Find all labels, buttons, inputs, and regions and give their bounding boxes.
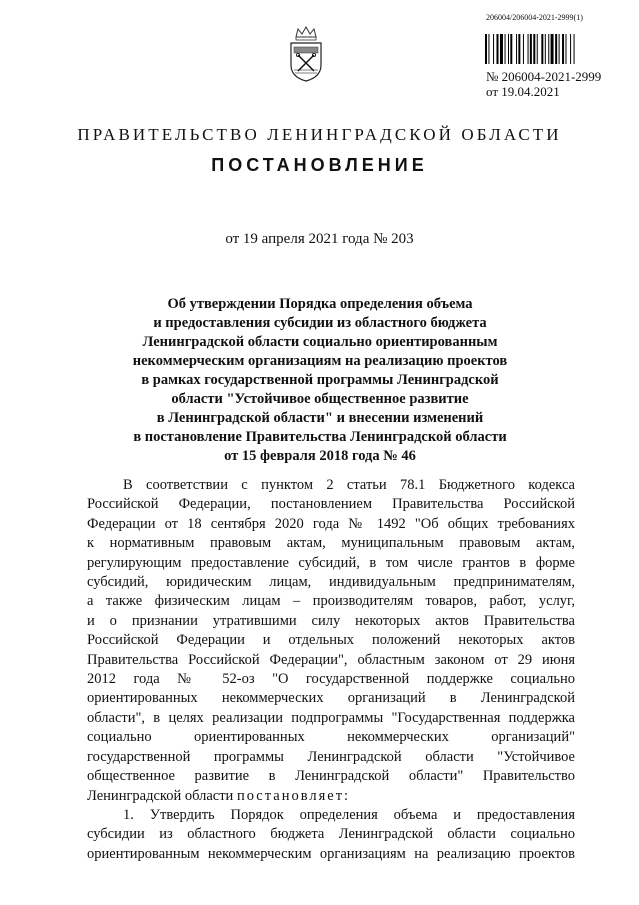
body-line: Федерации от 18 сентября 2020 года № 1492 "Об общих требованиях [87,515,575,532]
coat-of-arms-icon [288,25,324,83]
subject-line: Ленинградской области социально ориентированным [142,334,498,350]
document-id: 206004/206004-2021-2999(1) [486,13,583,22]
subject-line: некоммерческим организациям на реализацию проектов [132,353,508,369]
subject-line: в Ленинградской области" и внесении изменений [156,410,484,426]
body-line: 1. Утвердить Порядок определения объема и предоставления [123,806,575,823]
subject-line: в рамках государственной программы Ленинградской [141,372,499,388]
body-line-final [87,787,575,806]
body-line: субсидии из областного бюджета Ленинградской области социально [87,826,575,843]
body-line: Российской Федерации, постановлением Правительства Российской [87,496,575,513]
body-line: Правительства Российской Федерации", областным законом от 29 июня [87,651,575,668]
body-line: ориентированным некоммерческим организациям на реализацию проектов [87,845,575,862]
body-line: области", в целях реализации подпрограммы "Государственная поддержка [87,709,575,726]
subject-line: области "Устойчивое общественное развитие [171,391,469,407]
body-line-prefix: Ленинградской области [87,787,237,804]
body-line: государственной программы Ленинградской области "Устойчивое [87,748,575,765]
body-line: регулирующим предоставление субсидий, в том числе грантов в форме [87,554,575,571]
body-line: субсидий, юридическим лицам, индивидуальным предпринимателям, [87,574,575,591]
resolution-verb: постановляет: [236,787,351,804]
registration-number: № 206004-2021-2999 [486,69,602,84]
body-line: В соответствии с пунктом 2 статьи 78.1 Бюджетного кодекса [123,477,575,493]
subject-line: Об утверждении Порядка определения объема [167,296,473,312]
subject-line: от 15 февраля 2018 года № 46 [224,448,416,464]
body-line: и о признании утратившими силу некоторых актов Правительства [87,612,575,629]
document-type: ПОСТАНОВЛЕНИЕ [211,155,428,175]
body-line: 2012 года № 52-оз "О государственной поддержке социально [87,671,575,688]
body-line: Российской Федерации и отдельных положений некоторых актов [87,632,575,649]
document-date-number: от 19 апреля 2021 года № 203 [225,231,414,247]
body-line: к нормативным правовым актам, муниципальным правовым актам, [87,535,575,552]
body-line: а также физическим лицам – производителям товаров, работ, услуг, [87,593,575,610]
document-body [87,476,575,864]
government-title: ПРАВИТЕЛЬСТВО ЛЕНИНГРАДСКОЙ ОБЛАСТИ [77,125,562,144]
body-line: социально ориентированных некоммерческих организаций" [87,729,575,746]
body-line: общественное развитие в Ленинградской области" Правительство [87,768,575,785]
subject-line: и предоставления субсидии из областного бюджета [153,315,487,331]
document-subject [100,295,540,466]
body-line: ориентированных некоммерческих организаций в Ленинградской [87,690,575,707]
registration-date: от 19.04.2021 [486,84,560,99]
barcode-icon [485,34,603,64]
subject-line: в постановление Правительства Ленинградской области [133,429,507,445]
